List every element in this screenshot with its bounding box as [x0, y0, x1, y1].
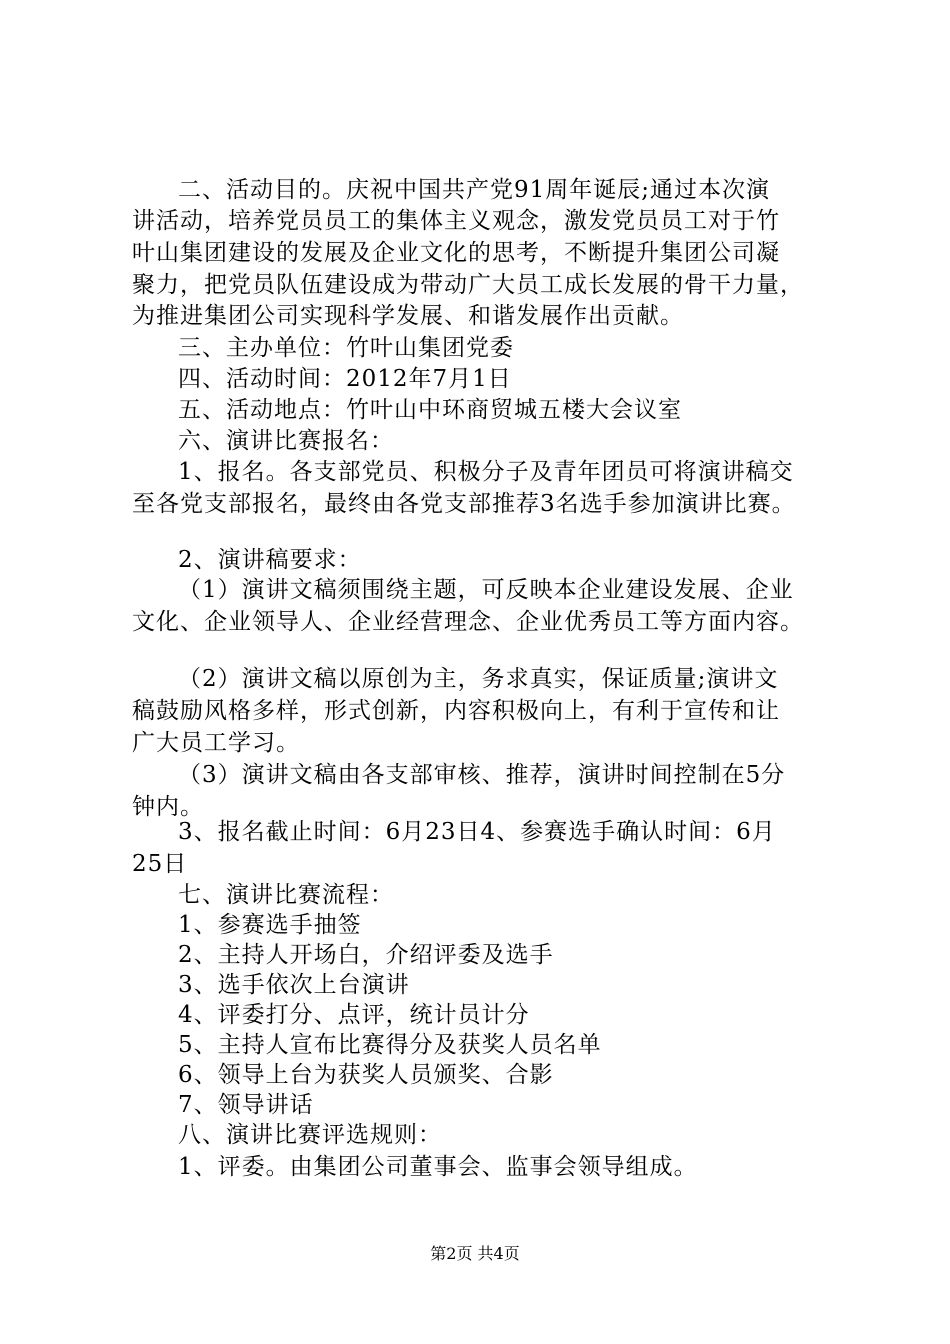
paragraph-line: 三、主办单位：竹叶山集团党委: [178, 335, 514, 361]
section-heading: 八、演讲比赛评选规则：: [178, 1122, 442, 1148]
paragraph-line: 二、活动目的。庆祝中国共产党91周年诞辰;通过本次演: [178, 177, 771, 203]
paragraph-line: 2、演讲稿要求：: [178, 547, 362, 573]
list-item: 4、评委打分、点评，统计员计分: [178, 1002, 530, 1028]
paragraph-line: （3）演讲文稿由各支部审核、推荐，演讲时间控制在5分: [178, 762, 786, 788]
paragraph-line: 讲活动，培养党员员工的集体主义观念，激发党员员工对于竹: [132, 208, 780, 234]
list-item: 2、主持人开场白，介绍评委及选手: [178, 942, 554, 968]
paragraph-line: 四、活动时间：2012年7月1日: [178, 366, 512, 392]
paragraph-line: 稿鼓励风格多样，形式创新，内容积极向上，有利于宣传和让: [132, 698, 780, 724]
section-heading: 七、演讲比赛流程：: [178, 882, 394, 908]
paragraph-line: 1、报名。各支部党员、积极分子及青年团员可将演讲稿交: [178, 459, 794, 485]
paragraph-line: （2）演讲文稿以原创为主，务求真实，保证质量;演讲文: [178, 666, 779, 692]
paragraph-line: （1）演讲文稿须围绕主题，可反映本企业建设发展、企业: [178, 577, 794, 603]
list-item: 3、选手依次上台演讲: [178, 972, 410, 998]
paragraph-line: 钟内。: [132, 794, 204, 820]
paragraph-line: 至各党支部报名，最终由各党支部推荐3名选手参加演讲比赛。: [132, 491, 796, 517]
list-item: 7、领导讲话: [178, 1092, 314, 1118]
paragraph-line: 25日: [132, 851, 188, 877]
paragraph-line: 叶山集团建设的发展及企业文化的思考，不断提升集团公司凝: [132, 240, 780, 266]
paragraph-line: 为推进集团公司实现科学发展、和谐发展作出贡献。: [132, 303, 684, 329]
section-heading: 六、演讲比赛报名：: [178, 428, 394, 454]
paragraph-line: 广大员工学习。: [132, 730, 300, 756]
list-item: 6、领导上台为获奖人员颁奖、合影: [178, 1062, 554, 1088]
paragraph-line: 五、活动地点：竹叶山中环商贸城五楼大会议室: [178, 397, 682, 423]
page-footer: 第2页 共4页: [430, 1244, 520, 1263]
paragraph-line: 文化、企业领导人、企业经营理念、企业优秀员工等方面内容。: [132, 609, 804, 635]
paragraph-line: 3、报名截止时间：6月23日4、参赛选手确认时间：6月: [178, 819, 776, 845]
paragraph-line: 聚力，把党员队伍建设成为带动广大员工成长发展的骨干力量，: [132, 272, 804, 298]
list-item: 1、参赛选手抽签: [178, 912, 362, 938]
paragraph-line: 1、评委。由集团公司董事会、监事会领导组成。: [178, 1154, 698, 1180]
list-item: 5、主持人宣布比赛得分及获奖人员名单: [178, 1032, 602, 1058]
